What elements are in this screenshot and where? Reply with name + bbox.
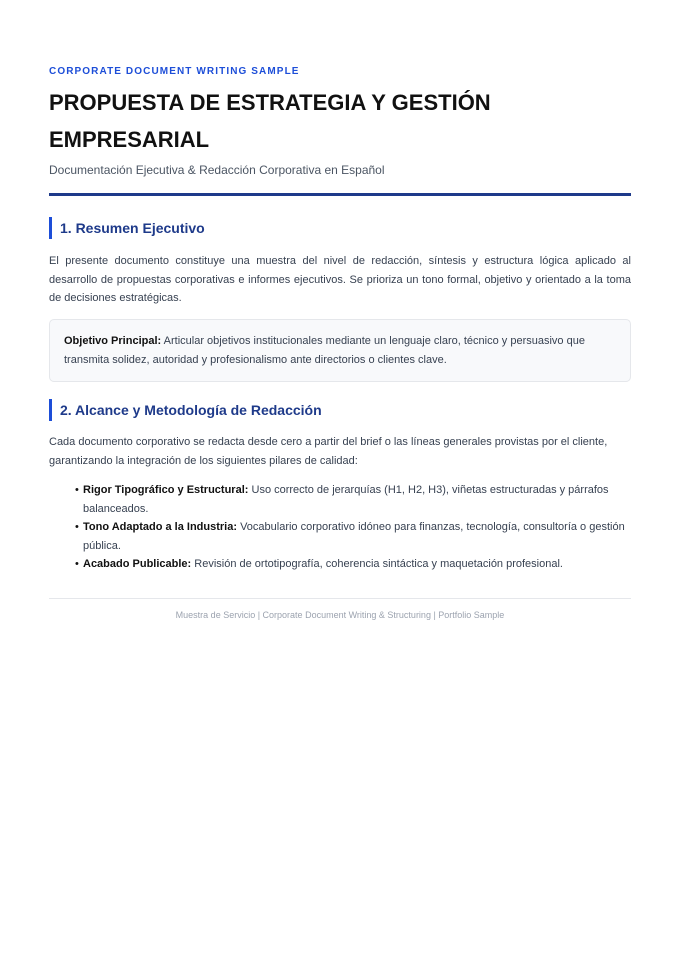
section-heading-alcance: 2. Alcance y Metodología de Redacción: [49, 399, 631, 421]
bullet-icon: •: [75, 521, 79, 533]
list-item: [75, 518, 631, 555]
callout-text: Articular objetivos institucionales mediante un lenguaje claro, técnico y persuasivo que transmita solidez, autoridad y profesionalismo ante directorios o clientes clave.: [64, 335, 585, 366]
bullet-icon: •: [75, 558, 79, 570]
objective-callout: [49, 319, 631, 382]
document-title: PROPUESTA DE ESTRATEGIA Y GESTIÓN EMPRESARIAL: [49, 90, 491, 152]
document-subtitle: Documentación Ejecutiva & Redacción Corporativa en Español: [49, 163, 385, 177]
quality-pillars-list: [75, 481, 631, 574]
list-item: [75, 555, 631, 574]
page-footer: Muestra de Servicio | Corporate Document Writing & Structuring | Portfolio Sample: [175, 610, 505, 620]
list-item-label: Rigor Tipográfico y Estructural:: [83, 484, 249, 496]
list-item: [75, 481, 631, 518]
section-heading-resumen: 1. Resumen Ejecutivo: [49, 217, 631, 239]
list-item-text: Uso correcto de jerarquías (H1, H2, H3), viñetas estructuradas y párrafos balanceados.: [83, 484, 609, 515]
section-paragraph-resumen: El presente documento constituye una muestra del nivel de redacción, síntesis y estructura lógica aplicado al desarrollo de propuestas corporativas e informes ejecutivos. Se prioriza un tono formal, objetivo y orientado a la toma de decisiones estratégicas.: [49, 255, 631, 304]
list-item-label: Acabado Publicable:: [83, 558, 192, 570]
list-item-text: Revisión de ortotipografía, coherencia sintáctica y maquetación profesional.: [194, 558, 563, 570]
list-item-label: Tono Adaptado a la Industria:: [83, 521, 237, 533]
bullet-icon: •: [75, 484, 79, 496]
callout-label: Objetivo Principal:: [64, 335, 162, 347]
section-paragraph-alcance: Cada documento corporativo se redacta desde cero a partir del brief o las líneas generales provistas por el cliente, garantizando la integración de los siguientes pilares de calidad:: [49, 436, 608, 467]
document-eyebrow: CORPORATE DOCUMENT WRITING SAMPLE: [49, 66, 300, 77]
list-item-text: Vocabulario corporativo idóneo para finanzas, tecnología, consultoría o gestión pública.: [83, 521, 625, 552]
footer-divider: [49, 598, 631, 599]
title-divider: [49, 193, 631, 196]
